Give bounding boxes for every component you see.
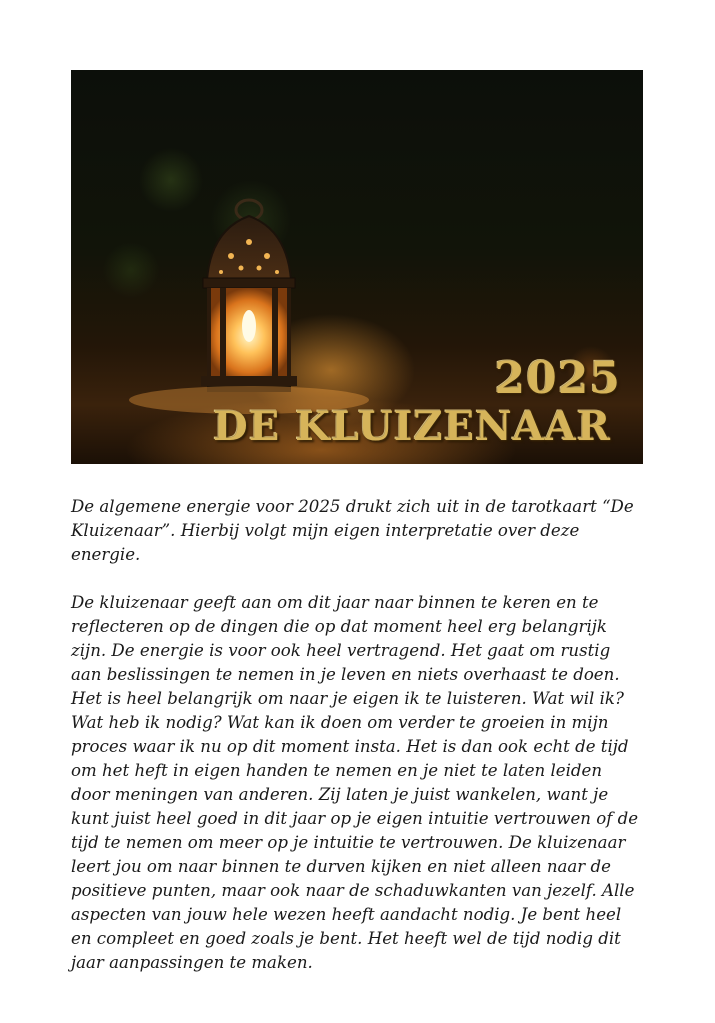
hero-year: 2025 [494, 353, 621, 404]
hero-image [71, 70, 643, 464]
article-body [71, 495, 643, 975]
hero-title: DE KLUIZENAAR [213, 403, 611, 450]
intro-paragraph: De algemene energie voor 2025 drukt zich uit in de tarotkaart “De Kluizenaar”. Hierbij volgt mijn eigen interpretatie over deze energie. [71, 497, 634, 564]
main-paragraph: De kluizenaar geeft aan om dit jaar naar binnen te keren en te reflecteren op de dingen die op dat moment heel erg belangrijk zijn. De energie is voor ook heel vertragend. Het gaat om rustig aan beslissingen te nemen in je leven en niets overhaast te doen. Het is heel belangrijk om naar je eigen ik te luisteren. Wat wil ik? Wat heb ik nodig? Wat kan ik doen om verder te groeien in mijn proces waar ik nu op dit moment insta. Het is dan ook echt de tijd om het heft in eigen handen te nemen en je niet te laten leiden door meningen van anderen. Zij laten je juist wankelen, want je kunt juist heel goed in dit jaar op je eigen intuitie vertrouwen of de tijd te nemen om meer op je intuitie te vertrouwen. De kluizenaar leert jou om naar binnen te durven kijken en niet alleen naar de positieve punten, maar ook naar de schaduwkanten van jezelf. Alle aspecten van jouw hele wezen heeft aandacht nodig. Je bent heel en compleet en goed zoals je bent. Het heeft wel de tijd nodig dit jaar aanpassingen te maken. [71, 593, 639, 972]
